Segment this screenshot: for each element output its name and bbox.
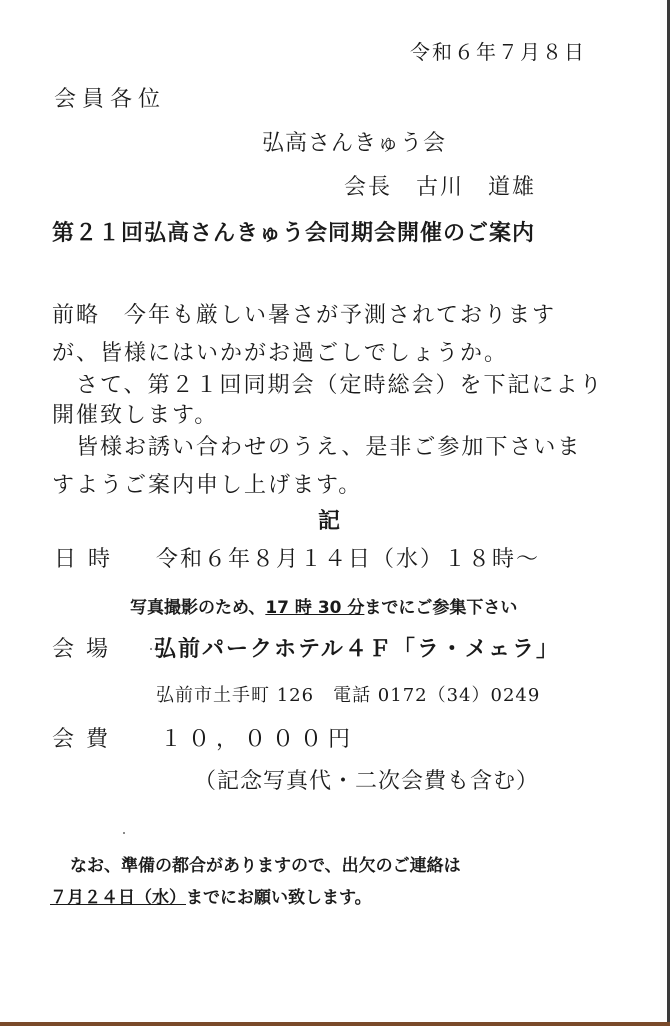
- venue-label: 会場: [52, 637, 121, 662]
- scan-speck: [150, 648, 152, 650]
- reply-deadline: ７月２４日（水）: [50, 888, 186, 908]
- ki-marker: 記: [318, 509, 342, 534]
- letter-heading: 第２１回弘高さんきゅう会同期会開催のご案内: [52, 221, 536, 246]
- venue-value: 弘前パークホテル４Ｆ「ラ・メェラ」: [154, 637, 561, 662]
- sender-name: 会長 古川 道雄: [344, 175, 537, 200]
- photo-note-suffix: までにご参集下さい: [364, 598, 518, 618]
- closing-suffix: までにお願い致します。: [186, 888, 372, 908]
- body-line: すようご案内申し上げます。: [52, 473, 363, 498]
- venue-address: 弘前市土手町 126 電話 0172（34）0249: [156, 685, 541, 706]
- photo-note: [130, 594, 517, 622]
- organization-name: 弘高さんきゅう会: [262, 131, 447, 156]
- closing-line: [50, 884, 372, 912]
- fee-label: 会費: [52, 727, 121, 752]
- recipients: 会員各位: [54, 87, 167, 112]
- scan-edge-bottom: [0, 1022, 670, 1026]
- letter-date: 令和６年７月８日: [410, 40, 586, 64]
- photo-note-time: 17 時 30 分: [265, 598, 365, 618]
- body-line: 前略 今年も厳しい暑さが予測されております: [52, 303, 557, 328]
- photo-note-prefix: 写真撮影のため、: [130, 598, 266, 618]
- datetime-label: 日時: [54, 547, 123, 572]
- fee-note: （記念写真代・二次会費も含む）: [194, 769, 540, 794]
- body-line: が、皆様にはいかがお過ごしでしょうか。: [52, 341, 509, 366]
- body-line: 皆様お誘い合わせのうえ、是非ご参加下さいま: [52, 435, 582, 460]
- closing-line: なお、準備の都合がありますので、出欠のご連絡は: [70, 856, 461, 876]
- scan-speck: [123, 832, 125, 834]
- body-line: さて、第２１回同期会（定時総会）を下記により: [52, 373, 604, 398]
- fee-value: １０，０００円: [160, 727, 357, 752]
- datetime-value: 令和６年８月１４日（水）１８時～: [156, 547, 541, 572]
- body-line: 開催致します。: [52, 403, 219, 428]
